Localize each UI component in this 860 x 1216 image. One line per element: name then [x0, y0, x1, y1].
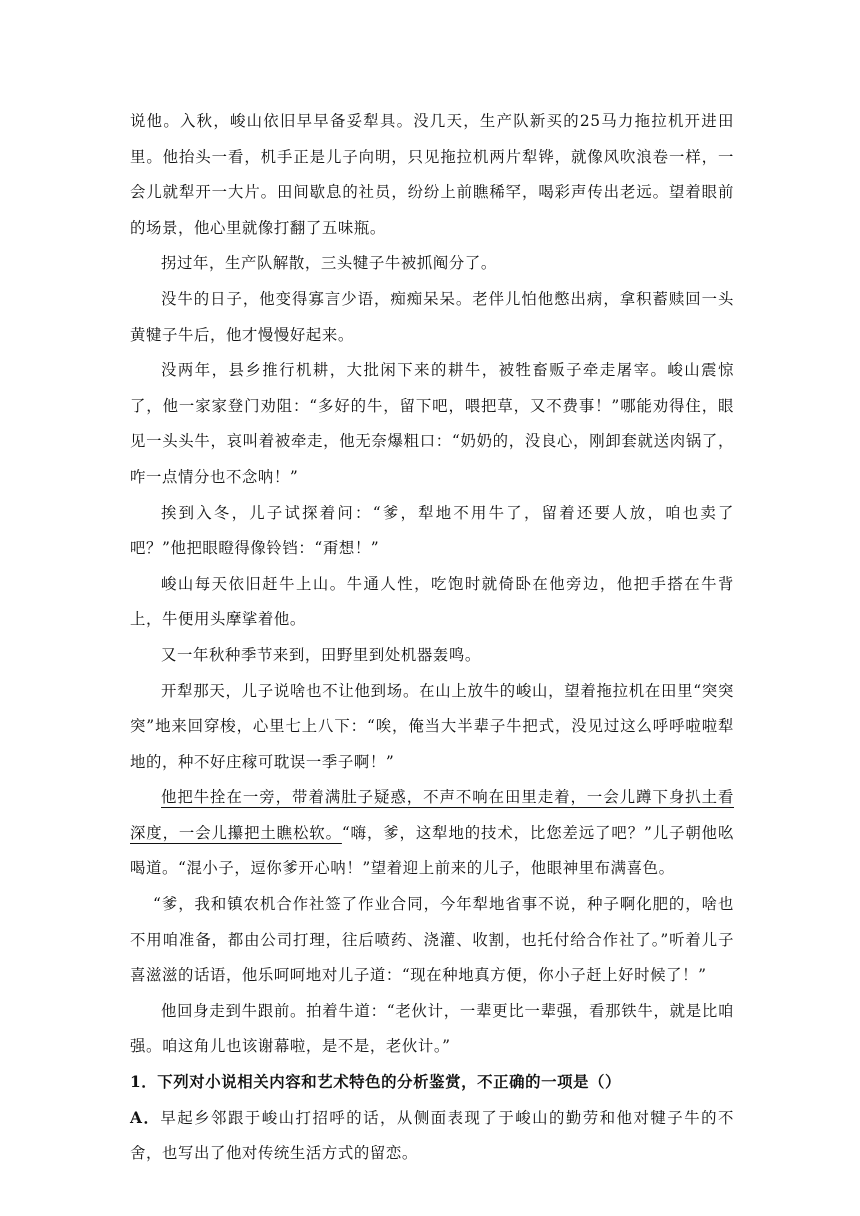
- option-a-text: 早起乡邻跟于峻山打招呼的话，从侧面表现了于峻山的勤劳和他对犍子牛的不舍，也写出了他对传统生活方式的留恋。: [130, 1108, 734, 1163]
- story-paragraph-10: “爹，我和镇农机合作社签了作业合同，今年犁地省事不说，种子啊化肥的，啥也不用咱准备，都由公司打理，往后喷药、浇灌、收割，也托付给合作社了。”听着儿子喜滋滋的话语，他乐呵呵地对儿子道：“现在种地真方便，你小子赶上好时候了！”: [130, 895, 734, 985]
- story-paragraph-11: 他回身走到牛跟前。拍着牛道：“老伙计，一辈更比一辈强，看那铁牛，就是比咱强。咱这角儿也该谢幕啦，是不是，老伙计。”: [130, 1001, 734, 1056]
- document-page: [130, 104, 734, 1172]
- story-paragraph-3: 没牛的日子，他变得寡言少语，痴痴呆呆。老伴儿怕他憋出病，拿积蓄赎回一头黄犍子牛后，他才慢慢好起来。: [130, 289, 734, 344]
- option-a-label: A．: [130, 1108, 161, 1127]
- story-paragraph-1: 说他。入秋，峻山依旧早早备妥犁具。没几天，生产队新买的25马力拖拉机开进田里。他抬头一看，机手正是儿子向明，只见拖拉机两片犁铧，就像风吹浪卷一样，一会儿就犁开一大片。田间歇息的社员，纷纷上前瞧稀罕，喝彩声传出老远。望着眼前的场景，他心里就像打翻了五味瓶。: [130, 112, 734, 237]
- story-paragraph-7: 又一年秋种季节来到，田野里到处机器轰鸣。: [161, 645, 481, 664]
- question-stem: [130, 1065, 734, 1101]
- paragraph-9-continuation: “嗨，爹，这犁地的技术，比您差远了吧？”儿子朝他吆喝道。“混小子，逗你爹开心呐！”望着迎上前来的儿子，他眼神里布满喜色。: [130, 823, 734, 878]
- underlined-passage: 他把牛拴在一旁，带着满肚子疑惑，不声不响在田里走着，一会儿蹲下身扒土看深度，一会儿攥把土瞧松软。: [130, 788, 734, 842]
- story-paragraph-8: 开犁那天，儿子说啥也不让他到场。在山上放牛的峻山，望着拖拉机在田里“突突突”地来回穿梭，心里七上八下：“唉，俺当大半辈子牛把式，没见过这么呼呼啦啦犁地的，种不好庄稼可耽误一季子啊！”: [130, 681, 734, 771]
- story-paragraph-2: 拐过年，生产队解散，三头犍子牛被抓阄分了。: [161, 254, 497, 273]
- story-paragraph-5: 挨到入冬，儿子试探着问：“爹，犁地不用牛了，留着还要人放，咱也卖了吧？”他把眼瞪得像铃铛：“甭想！”: [130, 503, 734, 558]
- story-paragraph-9: [130, 780, 734, 887]
- story-paragraph-6: 峻山每天依旧赶牛上山。牛通人性，吃饱时就倚卧在他旁边，他把手搭在牛背上，牛便用头摩挲着他。: [130, 574, 734, 629]
- question-stem-text: 1．下列对小说相关内容和艺术特色的分析鉴赏，不正确的一项是（）: [130, 1073, 622, 1092]
- story-paragraph-4: 没两年，县乡推行机耕，大批闲下来的耕牛，被牲畜贩子牵走屠宰。峻山震惊了，他一家家登门劝阻：“多好的牛，留下吧，喂把草，又不费事！”哪能劝得住，眼见一头头牛，哀叫着被牵走，他无奈爆粗口：“奶奶的，没良心，刚卸套就送肉锅了，咋一点情分也不念呐！”: [130, 361, 734, 486]
- question-option-a: [130, 1101, 734, 1172]
